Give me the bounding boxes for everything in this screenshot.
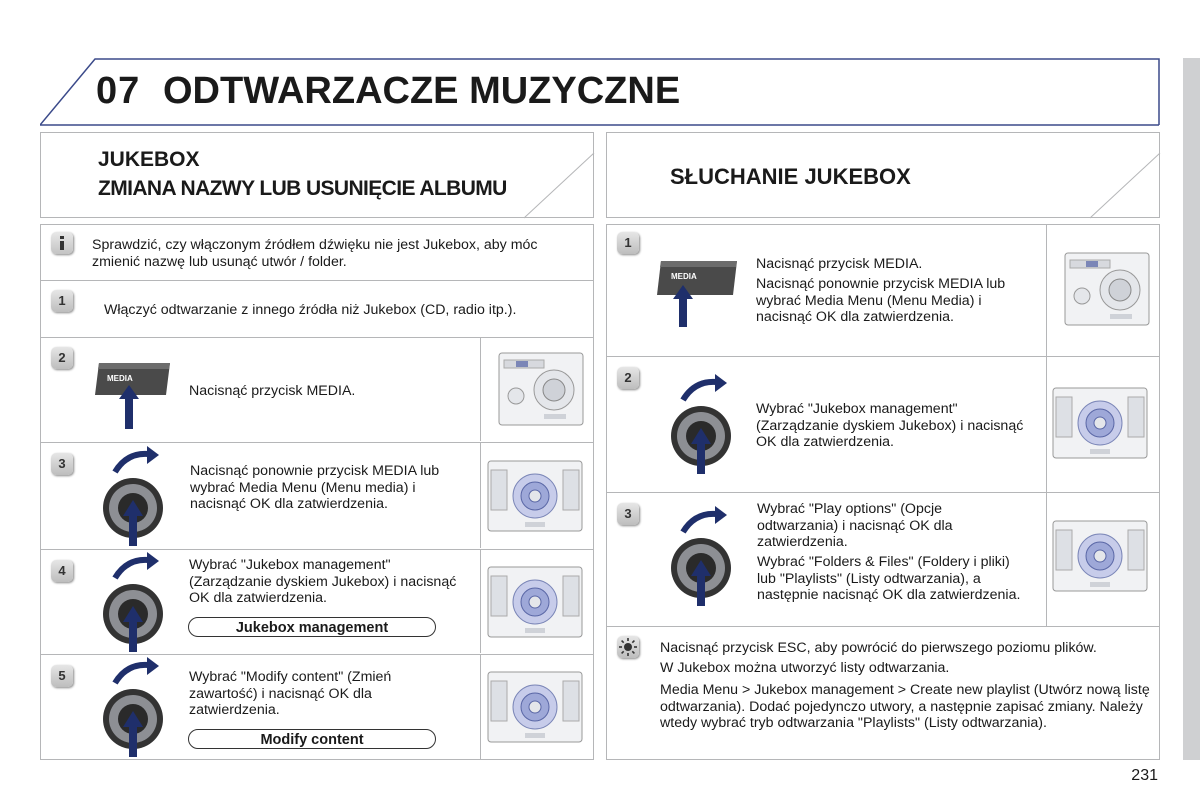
- page-number: 231: [1131, 767, 1158, 784]
- divider: [480, 549, 481, 653]
- info-text: Sprawdzić, czy włączonym źródłem dźwięku nie jest Jukebox, aby móc zmienić nazwę lub usunąć utwór / folder.: [92, 237, 538, 270]
- step-text: Nacisnąć ponownie przycisk MEDIA lub wybrać Media Menu (Menu media) i nacisnąć OK dla zatwierdzenia.: [190, 463, 440, 512]
- step-number-badge: 1: [617, 232, 639, 254]
- rotary-knob-icon: [101, 655, 165, 759]
- radio-panel-thumbnail: [1052, 387, 1148, 459]
- tip-text: Nacisnąć przycisk ESC, aby powrócić do pierwszego poziomu plików.: [660, 640, 1097, 656]
- media-button-label: MEDIA: [107, 374, 133, 383]
- media-button-icon: [95, 357, 175, 431]
- tip-sun-icon: [617, 636, 639, 658]
- step-text: Wybrać "Folders & Files" (Foldery i pliki) lub "Playlists" (Listy odtwarzania), a następnie nacisnąć OK dla zatwierdzenia.: [757, 554, 1021, 603]
- step-text: Włączyć odtwarzanie z innego źródła niż Jukebox (CD, radio itp.).: [104, 302, 517, 318]
- tip-text: Media Menu > Jukebox management > Create new playlist (Utwórz nową listę odtwarzania). Dodać pojedynczo utwory, a następnie zapisać zmiany. Należy wtedy wybrać tryb odtwarzania "Playlists" (Listy odtwarzania).: [660, 682, 1150, 731]
- modify-content-option: Modify content: [188, 729, 436, 749]
- chapter-title: ODTWARZACZE MUZYCZNE: [163, 70, 681, 112]
- step-text: Wybrać "Play options" (Opcje odtwarzania) i nacisnąć OK dla zatwierdzenia.: [757, 501, 953, 550]
- right-title: SŁUCHANIE JUKEBOX: [670, 164, 911, 189]
- step-text: Nacisnąć przycisk MEDIA.: [756, 256, 923, 272]
- step-number-badge: 3: [617, 503, 639, 525]
- media-button-icon: [657, 255, 737, 329]
- left-title-line2: ZMIANA NAZWY LUB USUNIĘCIE ALBUMU: [98, 177, 507, 200]
- step-text: Nacisnąć przycisk MEDIA.: [189, 383, 356, 399]
- info-icon: [51, 232, 73, 254]
- step-number-badge: 5: [51, 665, 73, 687]
- header-corner-decoration: [41, 133, 595, 219]
- divider: [1046, 492, 1047, 626]
- step-number-badge: 2: [51, 347, 73, 369]
- rotary-knob-icon: [669, 504, 733, 608]
- radio-panel-thumbnail: [487, 671, 583, 743]
- step-text: Wybrać "Jukebox management" (Zarządzanie dyskiem Jukebox) i nacisnąć OK dla zatwierdzenia.: [189, 557, 457, 606]
- divider: [480, 442, 481, 548]
- step-number-badge: 3: [51, 453, 73, 475]
- step-number-badge: 2: [617, 367, 639, 389]
- tip-text: W Jukebox można utworzyć listy odtwarzania.: [660, 660, 950, 676]
- step-number-badge: 4: [51, 560, 73, 582]
- radio-panel-thumbnail: [487, 566, 583, 638]
- radio-panel-thumbnail: [487, 460, 583, 532]
- left-section-header: [40, 132, 594, 218]
- divider: [1046, 356, 1047, 492]
- radio-panel-thumbnail: [1064, 252, 1150, 326]
- media-button-label: MEDIA: [671, 272, 697, 281]
- left-title-line1: JUKEBOX: [98, 148, 200, 171]
- step-number-badge: 1: [51, 290, 73, 312]
- divider: [480, 337, 481, 441]
- page-side-strip: [1183, 58, 1200, 760]
- divider: [480, 654, 481, 760]
- radio-panel-thumbnail: [1052, 520, 1148, 592]
- rotary-knob-icon: [669, 372, 733, 476]
- rotary-knob-icon: [101, 550, 165, 654]
- step-text: Wybrać "Jukebox management" (Zarządzanie dyskiem Jukebox) i nacisnąć OK dla zatwierdzenia.: [756, 401, 1024, 450]
- jukebox-management-option: Jukebox management: [188, 617, 436, 637]
- rotary-knob-icon: [101, 444, 165, 548]
- step-text: Wybrać "Modify content" (Zmień zawartość) i nacisnąć OK dla zatwierdzenia.: [189, 669, 392, 718]
- divider: [1046, 224, 1047, 356]
- step-text: Nacisnąć ponownie przycisk MEDIA lub wybrać Media Menu (Menu Media) i nacisnąć OK dla zatwierdzenia.: [756, 276, 1006, 325]
- chapter-number: 07: [96, 70, 141, 112]
- radio-panel-thumbnail: [498, 352, 584, 426]
